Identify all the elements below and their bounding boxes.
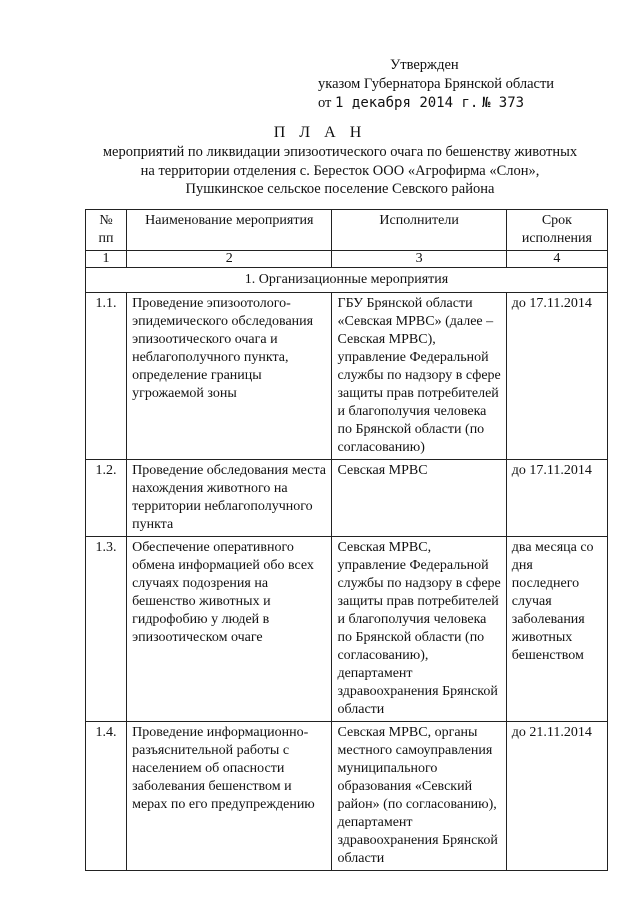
plan-subtitle xyxy=(60,143,620,199)
section-row xyxy=(86,268,608,293)
row-name: Проведение информационно-разъяснительной работы с населением об опасности заболевания бешенством и мерах по его предупреждению xyxy=(127,722,332,871)
column-number-row xyxy=(86,251,608,268)
row-term: до 17.11.2014 xyxy=(506,293,607,460)
row-term: два месяца со дня последнего случая заболевания животных бешенством xyxy=(506,537,607,722)
column-number: 1 xyxy=(86,251,127,268)
row-index: 1.3. xyxy=(86,537,127,722)
row-index: 1.1. xyxy=(86,293,127,460)
table-row xyxy=(86,293,608,460)
row-index: 1.2. xyxy=(86,460,127,537)
table-header-row xyxy=(86,210,608,251)
table-row xyxy=(86,460,608,537)
row-term: до 21.11.2014 xyxy=(506,722,607,871)
row-index: 1.4. xyxy=(86,722,127,871)
approval-block xyxy=(318,56,554,113)
subtitle-line-1: мероприятий по ликвидации эпизоотического очага по бешенству животных xyxy=(102,144,578,160)
column-number: 3 xyxy=(332,251,506,268)
row-name: Обеспечение оперативного обмена информацией обо всех случаях подозрения на бешенство животных и гидрофобию у людей в эпизоотическом очаге xyxy=(127,537,332,722)
row-executors: ГБУ Брянской области «Севская МРВС» (далее – Севская МРВС), управление Федеральной службы по надзору в сфере защиты прав потребителей и благополучия человека по Брянской области (по согласованию) xyxy=(332,293,506,460)
row-name: Проведение обследования места нахождения животного на территории неблагополучного пункта xyxy=(127,460,332,537)
column-number: 2 xyxy=(127,251,332,268)
row-executors: Севская МРВС, управление Федеральной службы по надзору в сфере защиты прав потребителей и благополучия человека по Брянской области (по согласованию), департамент здравоохранения Брянской области xyxy=(332,537,506,722)
header-executors: Исполнители xyxy=(332,210,506,251)
row-executors: Севская МРВС xyxy=(332,460,506,537)
subtitle-line-3: Пушкинское сельское поселение Севского района xyxy=(185,181,495,197)
column-number: 4 xyxy=(506,251,607,268)
approval-line-approved: Утвержден xyxy=(390,57,459,73)
approval-date: 1 декабря 2014 г. xyxy=(335,95,479,111)
approval-number: № 373 xyxy=(481,95,525,111)
subtitle-line-2: на территории отделения с. Бересток ООО «Агрофирма «Слон», xyxy=(140,162,540,179)
row-name: Проведение эпизоотолого-эпидемического обследования эпизоотического очага и неблагополучного пункта, определение границы угрожаемой зоны xyxy=(127,293,332,460)
table-row xyxy=(86,722,608,871)
header-name: Наименование мероприятия xyxy=(127,210,332,251)
plan-title: П Л А Н xyxy=(273,124,367,141)
approval-line-date xyxy=(318,94,554,113)
row-executors: Севская МРВС, органы местного самоуправления муниципального образования «Севский район» (по согласованию), департамент здравоохранения Брянской области xyxy=(332,722,506,871)
approval-date-prefix: от xyxy=(318,95,332,111)
header-number: № пп xyxy=(86,210,127,251)
table-row xyxy=(86,537,608,722)
section-title: 1. Организационные мероприятия xyxy=(86,268,608,293)
approval-line-decree: указом Губернатора Брянской области xyxy=(318,76,555,92)
plan-table xyxy=(85,209,608,871)
row-term: до 17.11.2014 xyxy=(506,460,607,537)
header-term: Срок исполнения xyxy=(506,210,607,251)
